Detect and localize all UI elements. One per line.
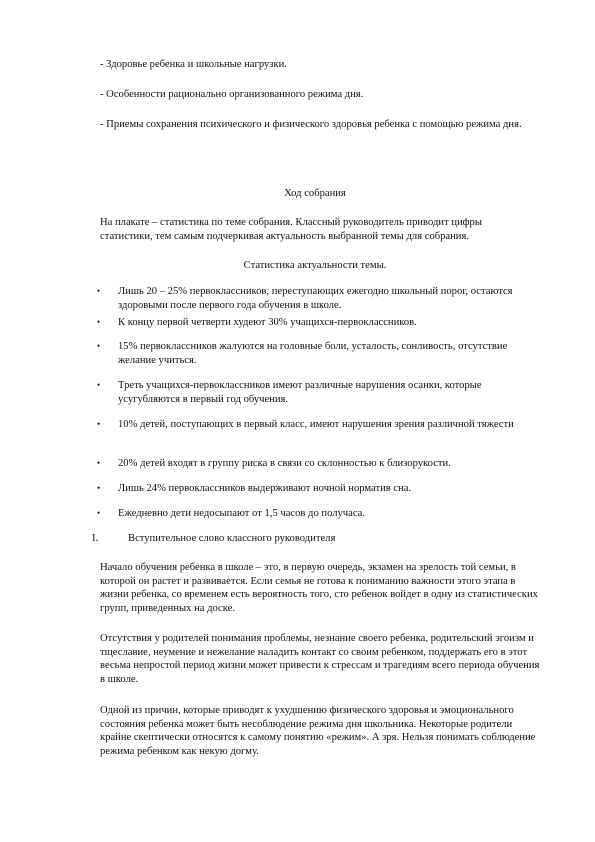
list-item xyxy=(97,457,528,471)
bullet-icon: • xyxy=(97,286,101,296)
section-title: Вступительное слово классного руководителя xyxy=(128,533,336,544)
intro-item: - Приемы сохранения психического и физического здоровья ребенка с помощью режима дня. xyxy=(100,119,522,130)
list-item-text: Лишь 20 – 25% первоклассников, переступающих ежегодно школьный порог, остаются здоровыми после первого года обучения в школе. xyxy=(118,286,513,311)
bullet-icon: • xyxy=(97,341,101,351)
list-item-text: К концу первой четверти худеют 30% учащихся-первоклассников. xyxy=(118,317,417,328)
poster-paragraph: На плакате – статистика по теме собрания. Классный руководитель приводит цифры статистики, тем самым подчеркивая актуальность выбранной темы для собрания. xyxy=(100,217,482,242)
body-paragraph: Одной из причин, которые приводят к ухудшению физического здоровья и эмоционального состояния ребенка может быть несоблюдение режима дня школьника. Некоторые родители крайне скептически относятся к самому понятию «режим». А зря. Нельзя понимать соблюдение режима ребенком как некую догму. xyxy=(100,705,536,757)
list-item-text: Лишь 24% первоклассников выдерживают ночной норматив сна. xyxy=(118,483,412,494)
list-item-text: Треть учащихся-первоклассников имеют различные нарушения осанки, которые усугубляются в первый год обучения. xyxy=(118,380,482,405)
section-heading: Ход собрания xyxy=(284,188,346,199)
list-item-text: Ежедневно дети недосыпают от 1,5 часов до получаса. xyxy=(118,508,366,519)
bullet-icon: • xyxy=(97,419,101,429)
list-item-text: 15% первоклассников жалуются на головные боли, усталость, сонливость, отсутствие желание учиться. xyxy=(118,341,508,366)
list-item xyxy=(97,285,528,312)
list-item xyxy=(97,316,528,330)
list-item xyxy=(97,379,528,406)
body-paragraph: Начало обучения ребенка в школе – это, в первую очередь, экзамен на зрелость той семьи, в которой он растет и развивается. Если семья не готова к пониманию важности этого этапа в жизни ребенка, со временем есть вероятность того, сто ребенок войдет в одну из статистических групп, приведенных на доске. xyxy=(100,562,538,614)
list-item xyxy=(97,482,528,496)
list-item xyxy=(97,340,528,367)
section-number: I. xyxy=(92,533,99,544)
bullet-icon: • xyxy=(97,508,101,518)
bullet-icon: • xyxy=(97,317,101,327)
intro-item: - Здоровье ребенка и школьные нагрузки. xyxy=(100,59,287,70)
list-item-text: 10% детей, поступающих в первый класс, имеют нарушения зрения различной тяжести xyxy=(118,419,514,430)
list-item xyxy=(97,507,528,521)
intro-item: - Особенности рационально организованного режима дня. xyxy=(100,89,364,100)
bullet-icon: • xyxy=(97,483,101,493)
bullet-icon: • xyxy=(97,380,101,390)
stats-heading: Статистика актуальности темы. xyxy=(243,260,387,271)
list-item-text: 20% детей входят в группу риска в связи со склонностью к близорукости. xyxy=(118,458,451,469)
body-paragraph: Отсутствия у родителей понимания проблемы, незнание своего ребенка, родительский эгоизм и тщеславие, неумение и нежелание наладить контакт со своим ребенком, поддержать его в этот весьма непростой период жизни может привести к стрессам и трагедиям всего периода обучения в школе. xyxy=(100,633,540,685)
list-item xyxy=(97,418,528,432)
bullet-icon: • xyxy=(97,458,101,468)
